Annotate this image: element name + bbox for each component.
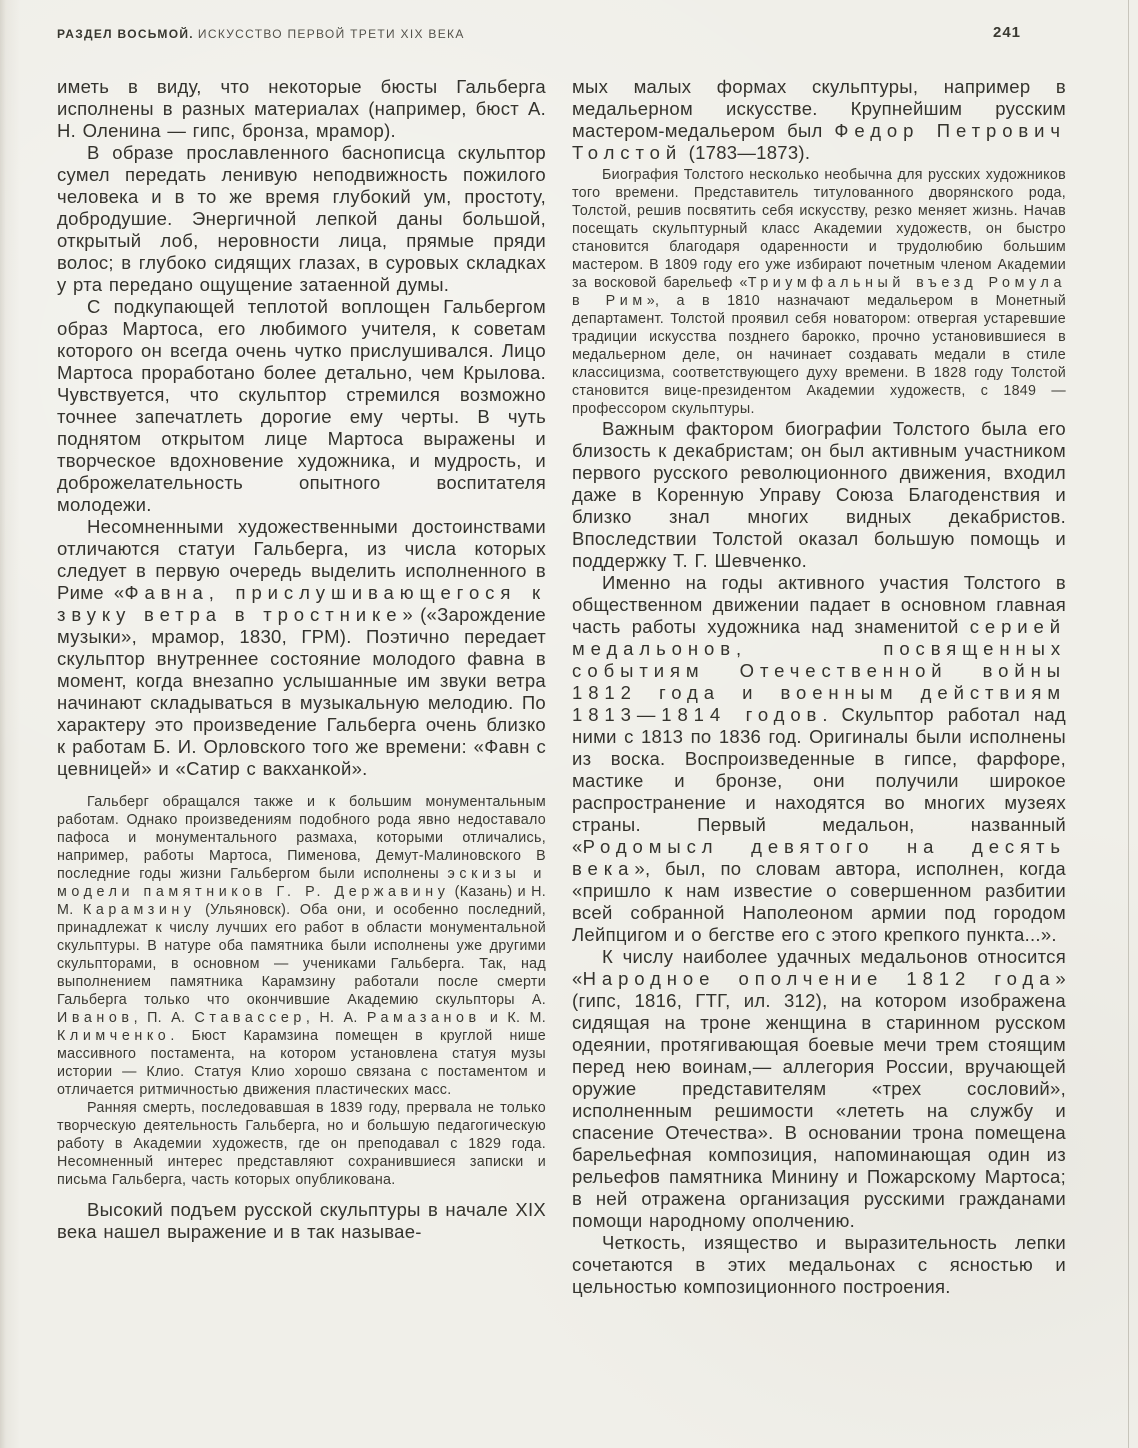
running-header	[57, 27, 465, 41]
text-run: Высокий подъем русской скульптуры в начале XIX века нашел выражение и в так называе-	[57, 1199, 546, 1242]
text-column-right	[572, 76, 1066, 1298]
paragraph	[572, 946, 1066, 1232]
text-run: и К. М.	[480, 1010, 547, 1026]
text-run: (1783—1873).	[682, 142, 811, 163]
letterspaced-text: серией медальонов, посвященных событиям Отечественной войны 1812 года и военным действиям 1813—1814 годов	[572, 616, 1066, 725]
section-label-bold: РАЗДЕЛ ВОСЬМОЙ.	[57, 27, 194, 41]
paragraph	[572, 418, 1066, 572]
paragraph	[572, 1232, 1066, 1298]
paragraph	[572, 166, 1066, 418]
text-run: иметь в виду, что некоторые бюсты Гальберга исполнены в разных материалах (например, бюст А. Н. Оленина — гипс, бронза, мрамор).	[57, 76, 546, 141]
page-number: 241	[993, 24, 1022, 41]
text-run: (Казань) и Н. М.	[57, 884, 546, 918]
text-run: , П. А.	[133, 1010, 195, 1026]
paragraph	[57, 516, 546, 780]
letterspaced-text: Фавна, прислушивающегося к звуку ветра в тростнике	[57, 582, 547, 625]
letterspaced-text: Иванов	[57, 1010, 134, 1026]
paragraph	[57, 793, 546, 1099]
letterspaced-text: Климченко	[57, 1028, 171, 1044]
letterspaced-text: Народное ополчение 1812 года	[582, 968, 1056, 989]
text-run: , Н. А.	[305, 1010, 367, 1026]
text-run: Важным фактором биографии Толстого была его близость к декабристам; он был активным участником первого русского революционного движения, входил даже в Коренную Управу Союза Благоденствия и близко знал многих видных декабристов. Впоследствии Толстой оказал большую помощь и поддержку Т. Г. Шевченко.	[572, 418, 1066, 571]
paragraph	[572, 76, 1066, 164]
letterspaced-text: эскизы и модели памятников Г. Р. Державину	[57, 866, 546, 900]
section-label-rest: ИСКУССТВО ПЕРВОЙ ТРЕТИ XIX ВЕКА	[197, 27, 465, 41]
text-run: В образе прославленного баснописца скульптор сумел передать ленивую неподвижность пожилого человека и в то же время глубокий ум, простоту, добродушие. Энергичной лепкой даны большой, открытый лоб, неровности лица, прямые пряди волос; в глубоко сидящих глазах, в суровых складках у рта передано ощущение затаенной думы.	[57, 142, 546, 295]
paragraph	[57, 142, 546, 296]
letterspaced-text: Рамазанов	[366, 1010, 481, 1026]
letterspaced-text: Федор Петрович Толстой	[572, 120, 1066, 163]
text-run: Несомненными художественными достоинствами отличаются статуи Гальберга, из числа которых следует в первую очередь выделить исполненного в Риме «	[57, 516, 546, 603]
text-run: . Бюст Карамзина помещен в круглой нише массивного постамента, на котором установлена статуя музы истории — Клио. Статуя Клио хорошо связана с постаментом и отличается ритмичностью движения пластических масс.	[57, 1028, 546, 1098]
text-column-left	[57, 76, 546, 1243]
text-run: Именно на годы активного участия Толстого в общественном движении падает в основном главная часть работы художника над знаменитой	[572, 572, 1066, 637]
text-run: (Ульяновск). Оба они, и особенно последний, принадлежат к числу лучших его работ в области монументальной скульптуры. В натуре оба памятника были исполнены уже другими скульпторами, в основном — учениками Гальберга. Так, над выполнением памятника Карамзину работали после смерти Гальберга только что окончившие Академию скульпторы А.	[57, 902, 546, 1008]
text-run: », был, по словам автора, исполнен, когда «пришло к нам известие о совершенном разбитии всей собранной Наполеоном армии под городом Лейпцигом и о бегстве его с этого крепкого пункта...».	[572, 858, 1066, 945]
text-run: К числу наиболее удачных медальонов относится «	[572, 946, 1066, 989]
paragraph	[57, 1099, 546, 1189]
text-run: . Скульптор работал над ними с 1813 по 1836 год. Оригиналы были исполнены из воска. Воспроизведенные в гипсе, фарфоре, мастике и бронзе, они получили широкое распространение и находятся во многих музеях страны. Первый медальон, названный «	[572, 704, 1067, 857]
letterspaced-text: Ставассер	[194, 1010, 306, 1026]
letterspaced-text: Родомысл девятого на десять века	[572, 836, 1066, 879]
text-run: », а в 1810 назначают медальером в Монетный департамент. Толстой проявил себя новатором: отвергая устаревшие традиции искусства позднего барокко, прочно установившиеся в медальерном деле, он начинает создавать медали в стиле классицизма, соответствующего духу времени. В 1828 году Толстой становится вице-президентом Академии художеств, с 1849 — профессором скульптуры.	[572, 293, 1066, 417]
text-run: мых малых формах скульптуры, например в медальерном искусстве. Крупнейшим русским мастером-медальером был	[572, 76, 1066, 141]
text-run: Гальберг обращался также и к большим монументальным работам. Однако произведениям подобного рода явно недоставало пафоса и монументального размаха, которыми отличались, например, работы Мартоса, Пименова, Демут-Малиновского В последние годы жизни Гальбергом были исполнены	[57, 794, 546, 882]
text-run: С подкупающей теплотой воплощен Гальбергом образ Мартоса, его любимого учителя, к советам которого он всегда очень чутко прислушивался. Лицо Мартоса проработано более детально, чем Крылова. Чувствуется, что скульптор стремился возможно точнее запечатлеть дорогие ему черты. В чуть поднятом открытом лице Мартоса выражены и творческое вдохновение художника, и мудрость, и доброжелательность опытного воспитателя молодежи.	[57, 296, 546, 515]
text-run: Четкость, изящество и выразительность лепки сочетаются в этих медальонах с ясностью и цельностью композиционного построения.	[572, 1232, 1066, 1297]
paragraph	[57, 1199, 546, 1243]
paragraph	[57, 296, 546, 516]
letterspaced-text: Триумфальный въезд Ромула в Рим	[572, 275, 1066, 309]
paragraph	[57, 76, 546, 142]
text-run: Ранняя смерть, последовавшая в 1839 году, прервала не только творческую деятельность Гальберга, но и большую педагогическую работу в Академии художеств, где он преподавал с 1829 года. Несомненный интерес представляют сохранившиеся записки и письма Гальберга, часть которых опубликована.	[57, 1100, 546, 1188]
paragraph	[572, 572, 1066, 946]
text-run: Биография Толстого несколько необычна для русских художников того времени. Представитель титулованного дворянского рода, Толстой, решив посвятить себя искусству, резко меняет жизнь. Начав посещать скульптурный класс Академии художеств, он быстро становится благодаря одаренности и трудолюбию большим мастером. В 1809 году его уже избирают почетным членом Академии за восковой барельеф «	[572, 167, 1066, 291]
letterspaced-text: Карамзину	[82, 902, 196, 918]
text-run: » (гипс, 1816, ГТГ, ил. 312), на котором изображена сидящая на троне женщина в старинном русском одеянии, протягивающая боевые мечи трем стоящим перед нею воинам,— аллегория России, вручающей оружие представителям «трех сословий», исполненным решимости «лететь на службу и спасение Отечества». В основании трона помещена барельефная композиция, напоминающая один из рельефов памятника Минину и Пожарскому Мартоса; в ней отражена организация русскими гражданами помощи народному ополчению.	[572, 968, 1066, 1231]
text-run: » («Зарождение музыки», мрамор, 1830, ГРМ). Поэтично передает скульптор внутреннее состояние молодого фавна в момент, когда внезапно услышанные им звуки ветра начинают складываться в музыкальную мелодию. По характеру это произведение Гальберга очень близко к работам Б. И. Орловского того же времени: «Фавн с цевницей» и «Сатир с вакханкой».	[57, 604, 546, 779]
